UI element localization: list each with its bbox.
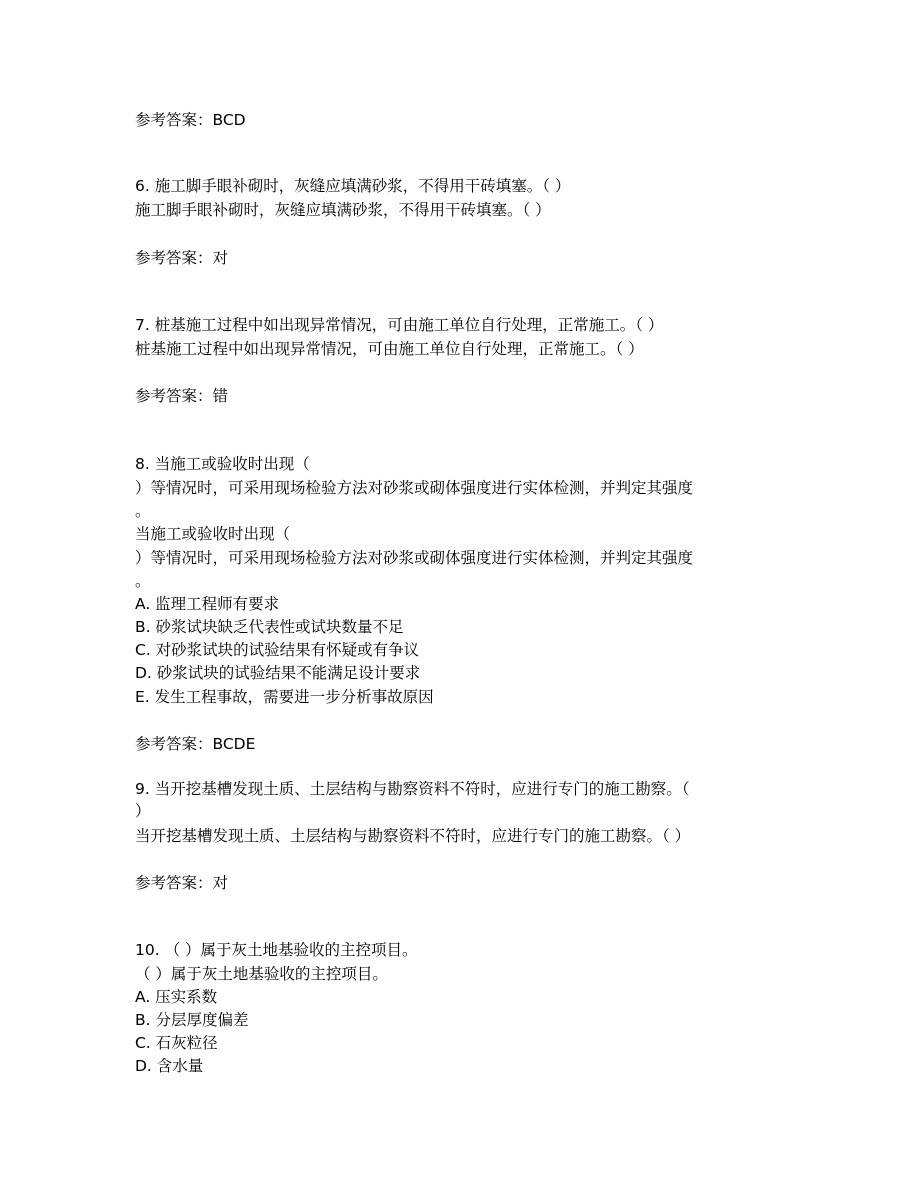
question-7-stem: 桩基施工过程中如出现异常情况，可由施工单位自行处理，正常施工。（ ） [135, 340, 644, 358]
question-10-option-c: C. 石灰粒径 [135, 1034, 218, 1052]
question-8-stem-line-3: 。 [135, 572, 151, 590]
answer-q9: 参考答案：对 [135, 874, 229, 892]
question-10-title: 10. （ ）属于灰土地基验收的主控项目。 [135, 941, 418, 959]
question-6-stem: 施工脚手眼补砌时，灰缝应填满砂浆，不得用干砖填塞。（ ） [135, 201, 551, 219]
question-6-title: 6. 施工脚手眼补砌时，灰缝应填满砂浆，不得用干砖填塞。（ ） [135, 177, 571, 195]
question-8-option-e: E. 发生工程事故，需要进一步分析事故原因 [135, 688, 434, 706]
question-7-title: 7. 桩基施工过程中如出现异常情况，可由施工单位自行处理，正常施工。（ ） [135, 316, 664, 334]
question-9-title-line-1: 9. 当开挖基槽发现土质、土层结构与勘察资料不符时，应进行专门的施工勘察。（ [135, 780, 690, 798]
answer-q8: 参考答案：BCDE [135, 735, 256, 753]
question-8-option-a: A. 监理工程师有要求 [135, 595, 280, 613]
question-8-title-line-2: ）等情况时，可采用现场检验方法对砂浆或砌体强度进行实体检测，并判定其强度 [135, 479, 694, 497]
question-8-stem-line-1: 当施工或验收时出现（ [135, 525, 291, 543]
question-10-option-b: B. 分层厚度偏差 [135, 1011, 249, 1029]
answer-q6: 参考答案：对 [135, 249, 229, 267]
question-8-option-d: D. 砂浆试块的试验结果不能满足设计要求 [135, 664, 421, 682]
question-9-stem: 当开挖基槽发现土质、土层结构与勘察资料不符时，应进行专门的施工勘察。（ ） [135, 827, 691, 845]
question-8-option-b: B. 砂浆试块缺乏代表性或试块数量不足 [135, 618, 404, 636]
question-9-title-line-2: ） [135, 802, 151, 820]
answer-bcd: 参考答案：BCD [135, 111, 246, 129]
question-8-option-c: C. 对砂浆试块的试验结果有怀疑或有争议 [135, 641, 420, 659]
question-8-title-line-1: 8. 当施工或验收时出现（ [135, 455, 310, 473]
question-10-option-a: A. 压实系数 [135, 988, 218, 1006]
answer-q7: 参考答案：错 [135, 387, 229, 405]
question-10-option-d: D. 含水量 [135, 1057, 204, 1075]
question-8-title-line-3: 。 [135, 502, 151, 520]
question-10-stem: （ ）属于灰土地基验收的主控项目。 [135, 965, 388, 983]
question-8-stem-line-2: ）等情况时，可采用现场检验方法对砂浆或砌体强度进行实体检测，并判定其强度 [135, 549, 694, 567]
